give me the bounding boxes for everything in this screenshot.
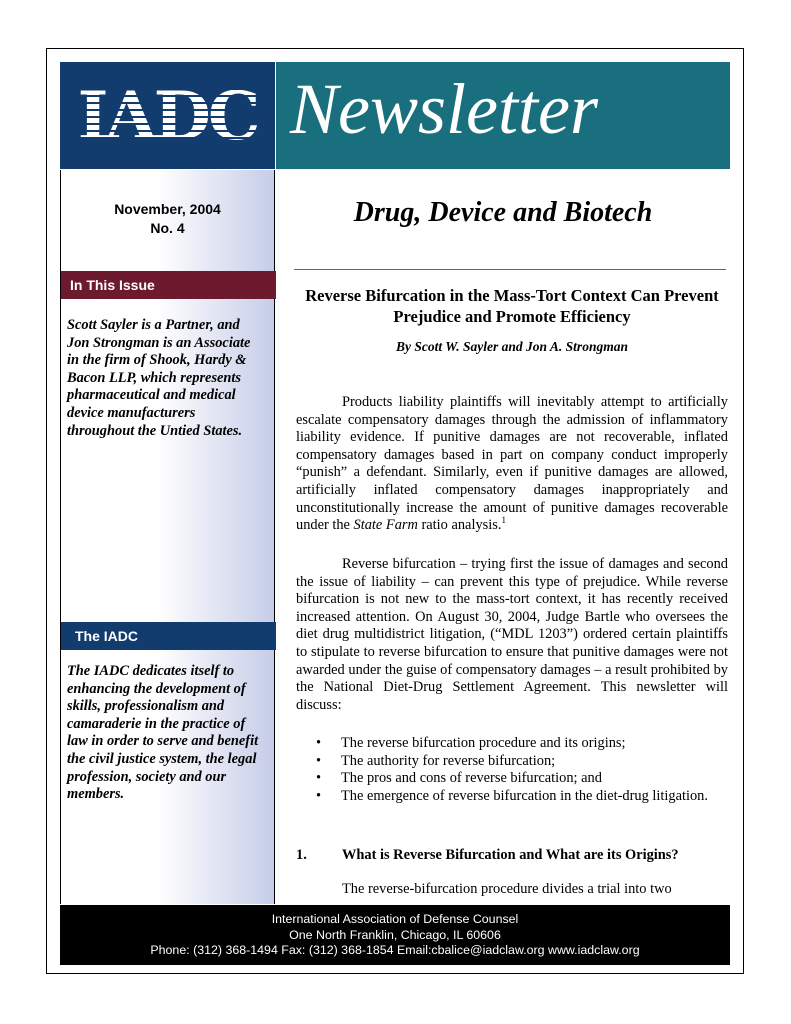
- article-title: Reverse Bifurcation in the Mass-Tort Context Can Prevent Prejudice and Promote Efficiency: [305, 286, 719, 326]
- author-note: Scott Sayler is a Partner, and Jon Strongman is an Associate in the firm of Shook, Hardy & Bacon LLP, which represents pharmaceutical and medical device manufacturers throughout the Untied States.: [67, 317, 251, 439]
- list-item: • The emergence of reverse bifurcation in the diet-drug litigation.: [296, 788, 728, 806]
- paragraph-2: Reverse bifurcation – trying first the issue of damages and second the issue of liability – can prevent this type of prejudice. While reverse bifurcation is not new to the mass-tort context, it has recently received increased attention. On August 30, 2004, Judge Bartle who oversees the diet drug multidistrict litigation, (“MDL 1203”) ordered certain plaintiffs to stipulate to reverse bifurcation to ensure that punitive damages were not awarded under the guise of compensatory damages – a result prohibited by the National Diet-Drug Settlement Agreement. This newsletter will discuss:: [296, 556, 728, 713]
- the-iadc-header: The IADC: [61, 622, 276, 650]
- iadc-logo: [60, 62, 275, 169]
- paragraph-1-text: Products liability plaintiffs will inevitably attempt to artificially escalate compensatory damages through the admission of inflammatory liability evidence. If punitive damages are not recoverable, inflated compensatory damages based in part on company conduct improperly “punish” a defendant. Similarly, even if punitive damages are allowed, artificially inflated compensatory damages inappropriately and unconstitutionally increase the amount of punitive damages recoverable under the: [296, 394, 728, 534]
- section-1-number: 1.: [296, 847, 307, 863]
- title-divider: [294, 269, 726, 270]
- iadc-logo-text: IADC: [77, 76, 258, 155]
- in-this-issue-header: In This Issue: [61, 271, 276, 299]
- list-item: • The authority for reverse bifurcation;: [296, 753, 728, 771]
- paragraph-1: [296, 394, 728, 535]
- footer-organization: International Association of Defense Counsel: [271, 912, 519, 926]
- footnote-ref: 1: [501, 515, 506, 526]
- issue-date: November, 2004: [114, 201, 221, 217]
- sidebar: [60, 170, 275, 904]
- case-name: State Farm: [353, 517, 418, 534]
- section-title: Drug, Device and Biotech: [353, 197, 653, 228]
- paragraph-1-end: ratio analysis.: [417, 517, 502, 534]
- section-1-heading: [296, 847, 728, 864]
- footer-address: One North Franklin, Chicago, IL 60606: [289, 927, 501, 942]
- list-item: • The reverse bifurcation procedure and its origins;: [296, 735, 728, 753]
- byline: By Scott W. Sayler and Jon A. Strongman: [396, 339, 628, 354]
- masthead-title: Newsletter: [290, 69, 598, 149]
- paragraph-3: The reverse-bifurcation procedure divides a trial into two: [342, 881, 672, 897]
- masthead-banner: [276, 62, 730, 169]
- iadc-mission: The IADC dedicates itself to enhancing the development of skills, professionalism and camaraderie in the practice of law in order to serve and benefit the civil justice system, the legal profession, society and our members.: [67, 663, 259, 803]
- footer-contact: Phone: (312) 368-1494 Fax: (312) 368-1854 Email:cbalice@iadclaw.org www.iadclaw.org: [150, 943, 640, 957]
- footer: [60, 905, 730, 965]
- issue-number: No. 4: [150, 220, 185, 236]
- section-1-title: What is Reverse Bifurcation and What are its Origins?: [342, 847, 679, 863]
- list-item: • The pros and cons of reverse bifurcation; and: [296, 770, 728, 788]
- discussion-list: [296, 735, 728, 805]
